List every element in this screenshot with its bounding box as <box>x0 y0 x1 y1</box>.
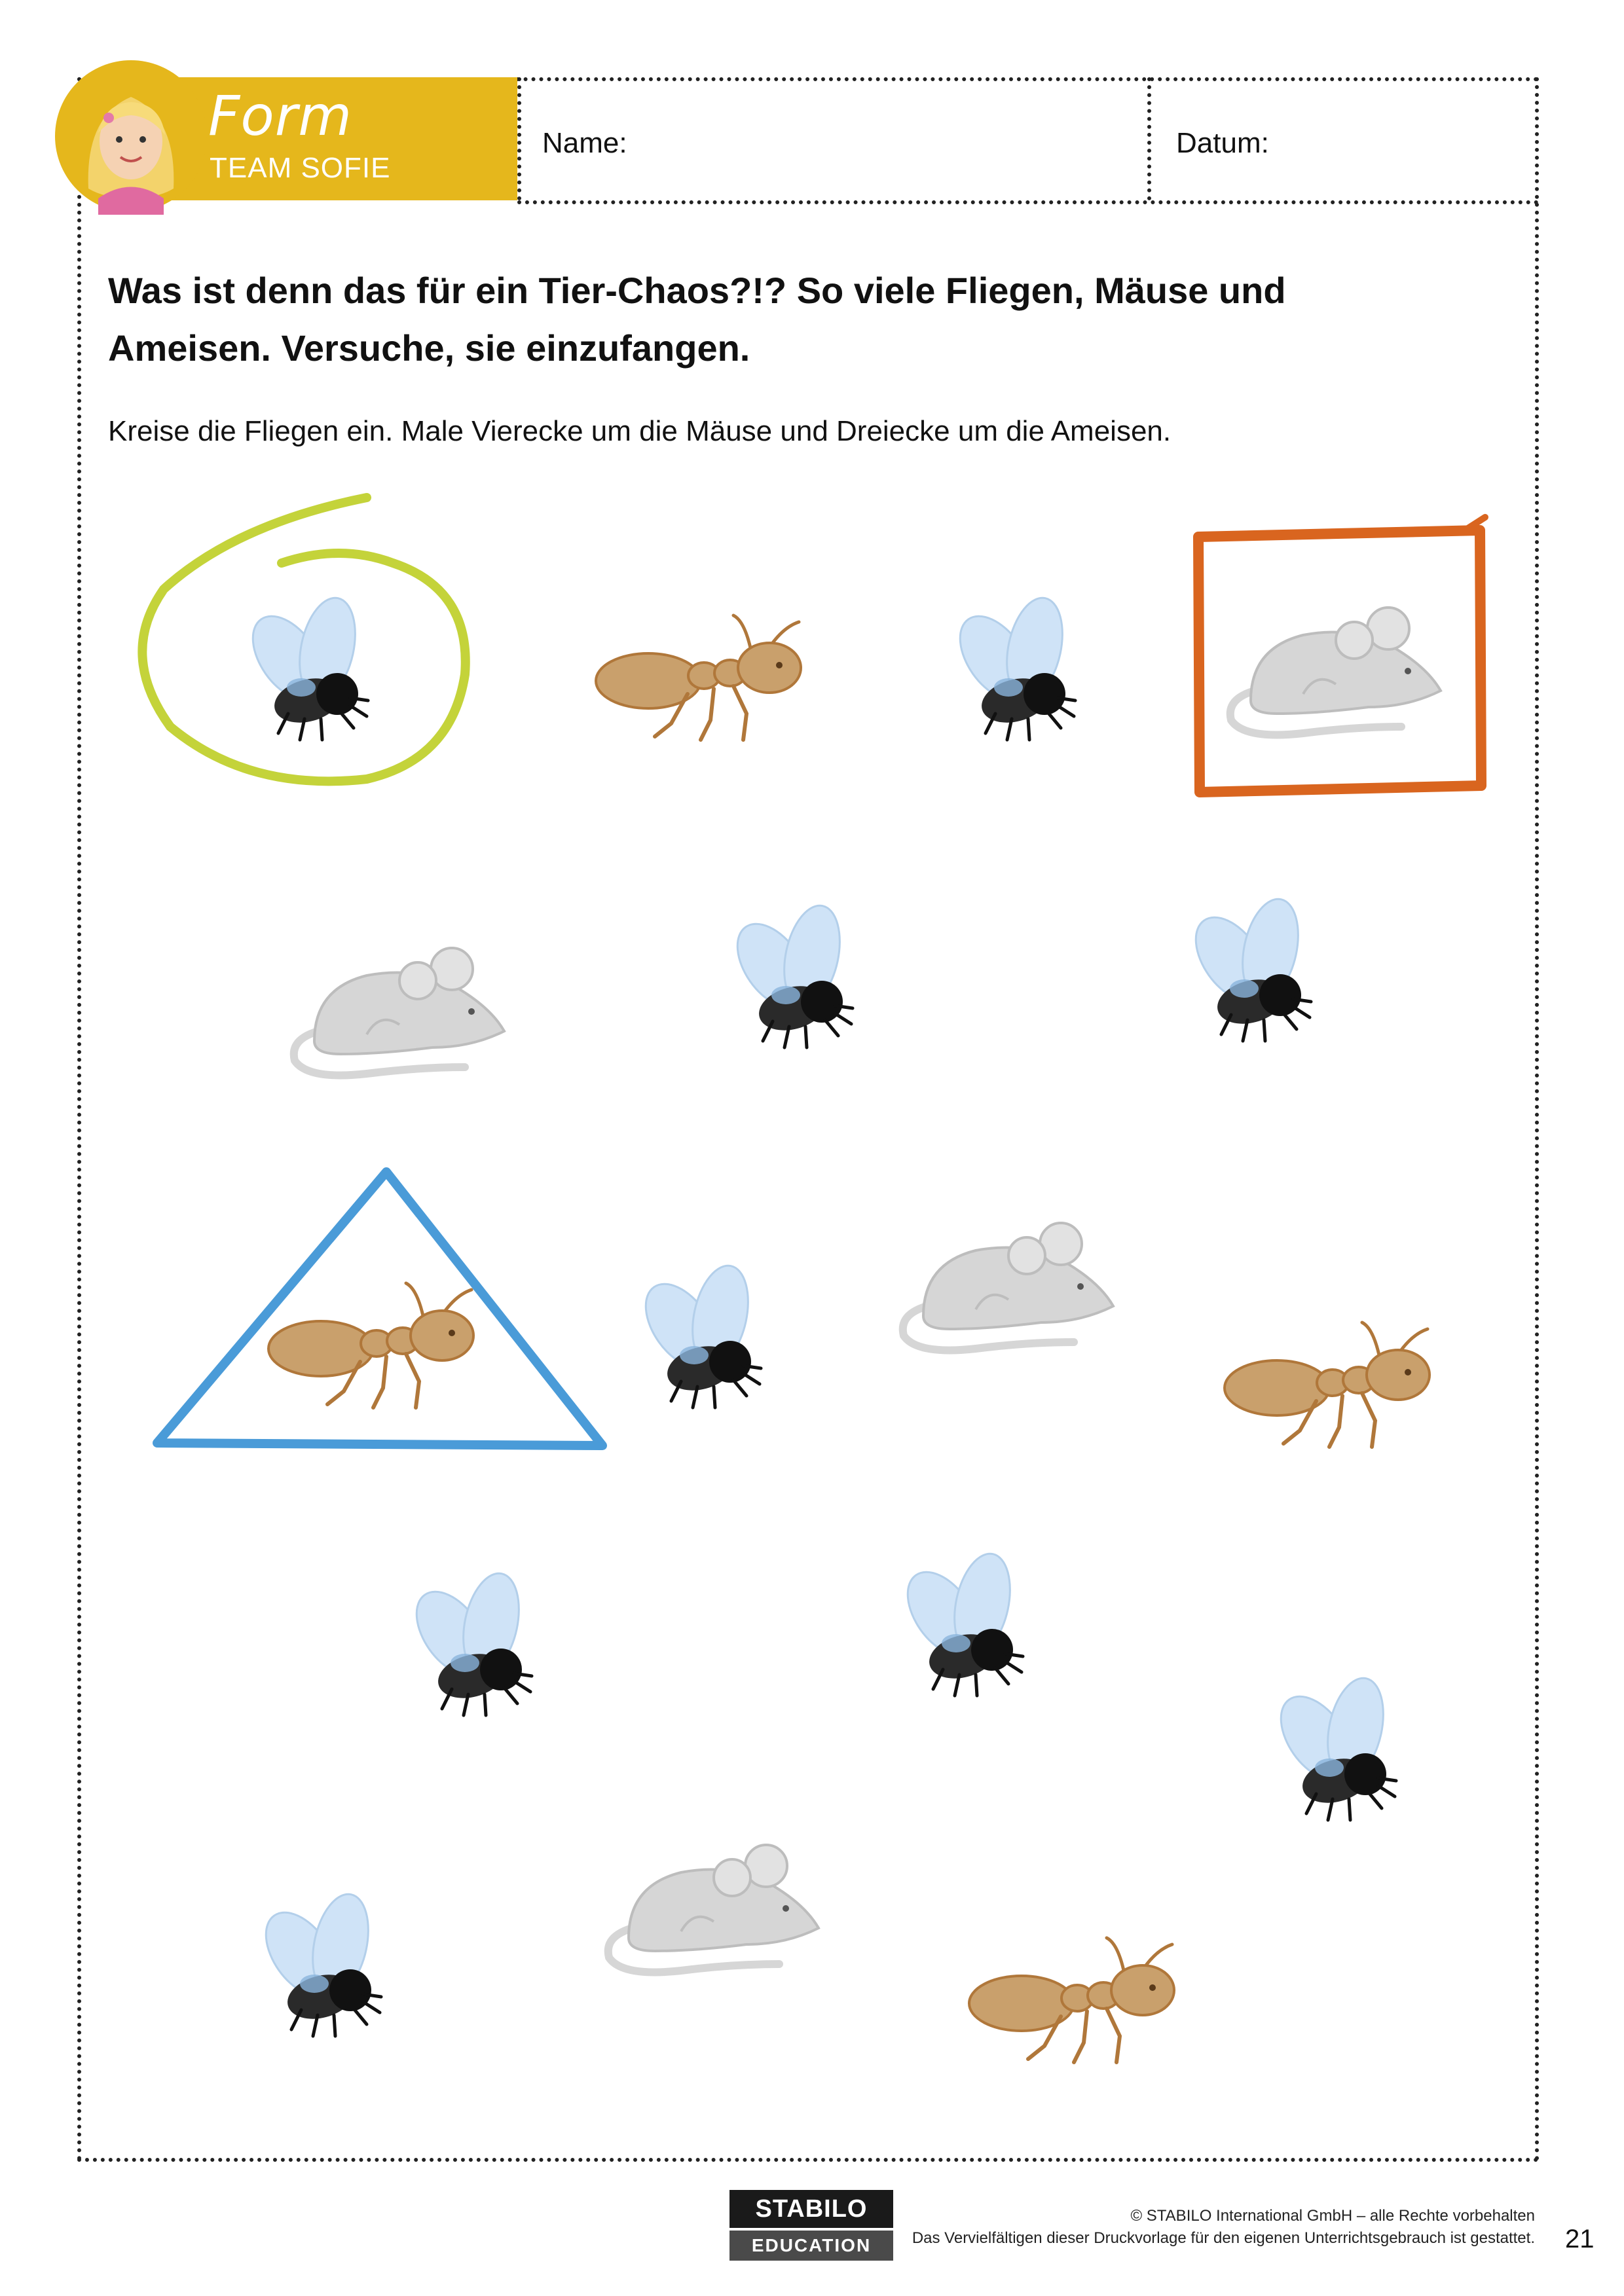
logo-brand: STABILO <box>729 2190 893 2228</box>
ant <box>596 615 801 740</box>
fly <box>723 900 853 1048</box>
fly <box>893 1548 1023 1696</box>
fly <box>402 1568 532 1715</box>
date-label: Datum: <box>1176 127 1269 159</box>
fly <box>1266 1673 1396 1820</box>
task-heading-line: Was ist denn das für ein Tier-Chaos?!? So viele Fliegen, Mäuse und <box>108 270 1286 311</box>
ant <box>969 1938 1174 2062</box>
ant <box>1225 1322 1430 1447</box>
example-triangle-around-ant <box>157 1172 602 1446</box>
fly <box>251 1889 381 2036</box>
copyright-line: © STABILO International GmbH – alle Rechte vorbehalten <box>1130 2207 1535 2225</box>
mouse <box>608 1845 819 1973</box>
task-instruction: Kreise die Fliegen ein. Male Vierecke um die Mäuse und Dreiecke um die Ameisen. <box>108 415 1172 447</box>
reproduction-note: Das Vervielfältigen dieser Druckvorlage für den eigenen Unterrichtsgebrauch ist gestattet. <box>912 2229 1535 2247</box>
ant <box>268 1283 473 1408</box>
stabilo-education-logo <box>729 2190 893 2262</box>
header-title: Form <box>208 84 353 148</box>
fly <box>1181 894 1311 1041</box>
page-number: 21 <box>1565 2225 1595 2253</box>
fly <box>946 592 1075 740</box>
mouse <box>903 1223 1113 1351</box>
mouse <box>1230 608 1441 735</box>
task-heading-line: Ameisen. Versuche, sie einzufangen. <box>108 327 750 369</box>
mouse <box>294 948 504 1076</box>
fly <box>238 592 368 740</box>
name-label: Name: <box>542 127 627 159</box>
fly <box>631 1260 761 1408</box>
header-subtitle: TEAM SOFIE <box>210 152 391 184</box>
logo-education: EDUCATION <box>729 2231 893 2261</box>
footer-copyright <box>912 2205 1535 2250</box>
